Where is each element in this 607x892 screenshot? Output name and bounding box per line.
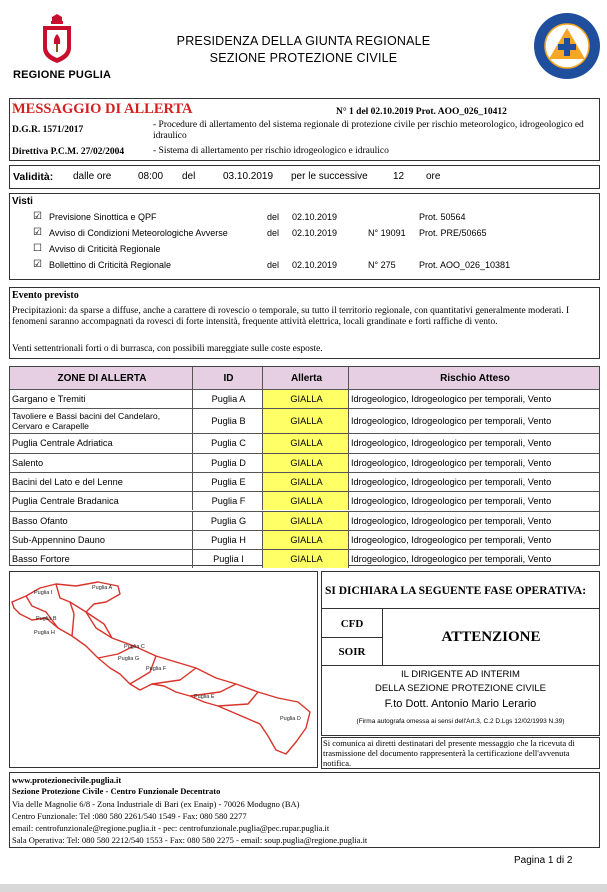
footer-website: www.protezionecivile.puglia.it — [12, 775, 122, 785]
zone-zone: Puglia Centrale Adriatica — [10, 434, 193, 452]
footer-so-phone: Sala Operativa: Tel: 080 580 2212/540 1553 - Fax: 080 580 2275 - email: soup.puglia@regione.puglia.it — [12, 835, 368, 845]
zone-row — [10, 511, 599, 530]
zone-zone: Tavoliere e Bassi bacini del Candelaro, Cervaro e Carapelle — [10, 409, 193, 433]
zone-zone: Puglia Centrale Bradanica — [10, 492, 193, 510]
notice-text: Si comunica ai diretti destinatari del presente messaggio che la ricevuta di trasmissione del documento rappresenterà la certificazione dell'avvenuta notifica. — [323, 738, 575, 768]
visti-prot: Prot. 50564 — [419, 212, 466, 222]
zone-id: Puglia B — [193, 409, 263, 433]
zone-risk: Idrogeologico, Idrogeologico per temporali, Vento — [351, 477, 552, 488]
civil-protection-seal — [533, 12, 601, 80]
validity-box — [9, 165, 600, 189]
validity-hour: 08:00 — [138, 171, 164, 182]
zone-zone: Bacini del Lato e del Lenne — [10, 473, 193, 491]
zone-id: Puglia E — [193, 473, 263, 491]
zone-row — [10, 453, 599, 472]
validity-count: 12 — [393, 171, 405, 182]
page-number: Pagina 1 di 2 — [514, 855, 573, 866]
validity-hours: ore — [426, 171, 441, 182]
puglia-zones-map — [10, 572, 317, 767]
visti-num: N° 19091 — [368, 228, 406, 238]
map-zone-label: Puglia G — [118, 656, 140, 662]
zone-id: Puglia I — [193, 550, 263, 568]
phase-title: SI DICHIARA LA SEGUENTE FASE OPERATIVA: — [325, 585, 587, 597]
zone-zone: Gargano e Tremiti — [10, 390, 193, 408]
signature-line-2: DELLA SEZIONE PROTEZIONE CIVILE — [374, 683, 547, 694]
zone-alert: GIALLA — [263, 492, 349, 510]
visti-checkbox: ☐ — [33, 243, 42, 254]
header-line-2: SEZIONE PROTEZIONE CIVILE — [209, 51, 398, 65]
zones-table — [9, 366, 600, 566]
directive-text: - Sistema di allertamento per rischio idrogeologico e idraulico — [153, 146, 389, 156]
visti-title: Visti — [12, 196, 33, 207]
map-zone-label: Puglia I — [34, 590, 53, 596]
visti-date: 02.10.2019 — [292, 228, 338, 238]
footer-email: email: centrofunzionale@regione.puglia.it - pec: centrofunzionale.puglia@pec.rupar.puglia.it — [12, 823, 330, 833]
message-title: MESSAGGIO DI ALLERTA — [12, 101, 193, 117]
zone-alert: GIALLA — [263, 550, 349, 568]
signature-note: (Firma autografa omessa ai sensi dell'Art.3, C.2 D.Lgs 12/02/1993 N.39) — [356, 718, 565, 725]
visti-label: Avviso di Criticità Regionale — [49, 244, 161, 254]
map-box — [9, 571, 318, 768]
civil-protection-seal-icon — [533, 12, 601, 80]
visti-del: del — [267, 260, 280, 270]
visti-label: Avviso di Condizioni Meteorologiche Avverse — [49, 228, 228, 238]
zone-risk: Idrogeologico, Idrogeologico per temporali, Vento — [351, 534, 552, 545]
zones-header-zone: ZONE DI ALLERTA — [10, 367, 193, 389]
validity-of: del — [182, 171, 196, 182]
event-text-winds: Venti settentrionali forti o di burrasca, con possibili mareggiate sulle coste esposte. — [12, 344, 323, 354]
zone-alert: GIALLA — [263, 473, 349, 491]
zone-zone: Basso Fortore — [10, 550, 193, 568]
phase-cfd: CFD — [340, 618, 364, 630]
map-zone-label: Puglia E — [194, 694, 215, 700]
directive-label: Direttiva P.C.M. 27/02/2004 — [12, 147, 125, 157]
event-title: Evento previsto — [12, 290, 79, 301]
visti-checkbox: ☑ — [33, 227, 42, 238]
map-zone-label: Puglia C — [124, 644, 145, 650]
visti-checkbox: ☑ — [33, 259, 42, 270]
phase-divider — [322, 637, 382, 638]
visti-checkbox: ☑ — [33, 211, 42, 222]
signature-line-1: IL DIRIGENTE AD INTERIM — [401, 669, 520, 680]
visti-prot: Prot. PRE/50665 — [419, 228, 487, 238]
map-zone-label: Puglia H — [34, 630, 55, 636]
visti-num: N° 275 — [368, 260, 396, 270]
zone-risk: Idrogeologico, Idrogeologico per temporali, Vento — [351, 515, 552, 526]
phase-table — [321, 608, 600, 666]
zone-row — [10, 408, 599, 433]
visti-date: 02.10.2019 — [292, 260, 338, 270]
dgr-text: - Procedure di allertamento del sistema regionale di protezione civile per rischio meteorologico, idrogeologico ed idraulico — [153, 120, 584, 141]
signature-name: F.to Dott. Antonio Mario Lerario — [384, 698, 537, 710]
visti-del: del — [267, 228, 280, 238]
visti-date: 02.10.2019 — [292, 212, 338, 222]
zone-zone: Sub-Appennino Dauno — [10, 531, 193, 549]
zone-alert: GIALLA — [263, 390, 349, 408]
visti-del: del — [267, 212, 280, 222]
validity-next: per le successive — [291, 171, 368, 182]
header-line-1: PRESIDENZA DELLA GIUNTA REGIONALE — [176, 34, 431, 48]
zone-zone: Salento — [10, 454, 193, 472]
zone-row — [10, 389, 599, 408]
zone-id: Puglia G — [193, 512, 263, 530]
visti-box — [9, 193, 600, 280]
footer-box — [9, 772, 600, 848]
zone-risk: Idrogeologico, Idrogeologico per temporali, Vento — [351, 438, 552, 449]
zone-risk: Idrogeologico, Idrogeologico per temporali, Vento — [351, 416, 552, 427]
region-name: REGIONE PUGLIA — [13, 69, 112, 81]
phase-soir: SOIR — [338, 646, 366, 658]
zone-row — [10, 549, 599, 568]
notice-box — [321, 737, 600, 769]
phase-value: ATTENZIONE — [441, 629, 541, 645]
zone-risk: Idrogeologico, Idrogeologico per temporali, Vento — [351, 496, 552, 507]
zone-id: Puglia H — [193, 531, 263, 549]
map-zone-label: Puglia B — [36, 616, 57, 622]
visti-label: Bollettino di Criticità Regionale — [49, 260, 172, 270]
zone-zone: Basso Ofanto — [10, 512, 193, 530]
zone-alert: GIALLA — [263, 454, 349, 472]
zone-alert: GIALLA — [263, 531, 349, 549]
zone-id: Puglia A — [193, 390, 263, 408]
zone-alert: GIALLA — [263, 512, 349, 530]
zone-id: Puglia D — [193, 454, 263, 472]
bottom-bar — [0, 884, 607, 892]
zone-risk: Idrogeologico, Idrogeologico per temporali, Vento — [351, 457, 552, 468]
message-box — [9, 98, 600, 161]
event-box — [9, 287, 600, 359]
zone-alert: GIALLA — [263, 434, 349, 452]
footer-address: Via delle Magnolie 6/8 - Zona Industriale di Bari (ex Enaip) - 70026 Modugno (BA) — [12, 799, 300, 809]
dgr-label: D.G.R. 1571/2017 — [12, 125, 84, 135]
footer-org: Sezione Protezione Civile - Centro Funzionale Decentrato — [12, 786, 221, 796]
zone-id: Puglia F — [193, 492, 263, 510]
zones-header-risk: Rischio Atteso — [440, 372, 510, 384]
footer-cf-phone: Centro Funzionale: Tel :080 580 2261/540 1549 - Fax: 080 580 2277 — [12, 811, 247, 821]
map-zone-label: Puglia D — [280, 716, 301, 722]
event-text: Precipitazioni: da sparse a diffuse, anche a carattere di rovescio o temporale, su tutto il territorio regionale, con quantitativi generalmente moderati. I fenomeni saranno accompagnati da rovesci di forte intensità, frequente attività elettrica, locali grandinate e forti raffiche di vento. — [12, 306, 570, 328]
validity-label: Validità: — [13, 171, 54, 183]
zone-row — [10, 491, 599, 510]
map-zone-label: Puglia A — [92, 585, 113, 591]
visti-label: Previsione Sinottica e QPF — [49, 212, 157, 222]
zones-header-alert: Allerta — [263, 367, 349, 389]
zones-header-id: ID — [193, 367, 263, 389]
zone-risk: Idrogeologico, Idrogeologico per temporali, Vento — [351, 394, 552, 405]
zone-row — [10, 472, 599, 491]
message-number: N° 1 del 02.10.2019 Prot. AOO_026_10412 — [336, 107, 507, 117]
zone-row — [10, 530, 599, 549]
zone-alert: GIALLA — [263, 409, 349, 433]
zone-id: Puglia C — [193, 434, 263, 452]
zone-risk: Idrogeologico, Idrogeologico per temporali, Vento — [351, 554, 552, 565]
map-zone-label: Puglia F — [146, 666, 167, 672]
validity-from: dalle ore — [73, 171, 112, 182]
zones-header-row — [10, 367, 599, 389]
visti-prot: Prot. AOO_026_10381 — [419, 260, 511, 270]
validity-date: 03.10.2019 — [223, 171, 274, 182]
zone-row — [10, 433, 599, 452]
